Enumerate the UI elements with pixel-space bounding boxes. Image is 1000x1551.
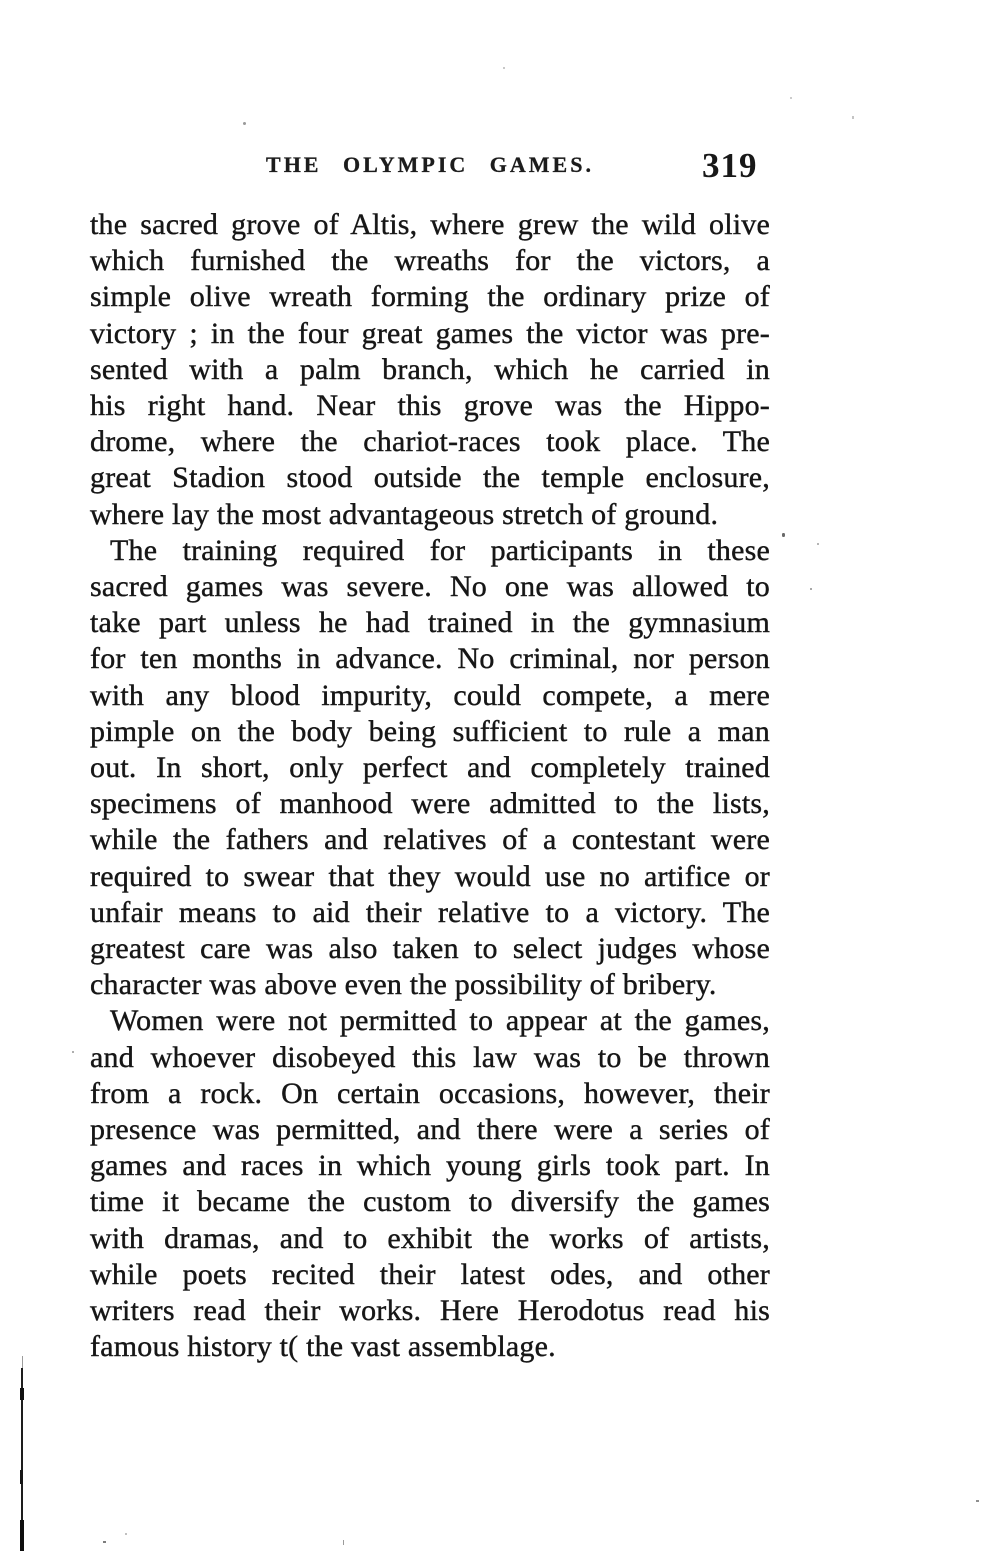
text-line: time it became the custom to diversify the games (90, 1185, 770, 1219)
text-line: take part unless he had trained in the gymnasium (90, 606, 770, 640)
text-line: out. In short, only perfect and completely trained (90, 751, 770, 785)
text-line: which furnished the wreaths for the victors, a (90, 244, 770, 278)
text-line: presence was permitted, and there were a series of (90, 1113, 770, 1147)
text-line: pimple on the body being sufficient to rule a man (90, 714, 770, 748)
text-line: games and races in which young girls took part. In (90, 1149, 770, 1183)
text-line: greatest care was also taken to select judges whose (90, 932, 770, 966)
text-line: while poets recited their latest odes, and other (90, 1257, 770, 1291)
gutter-line (21, 1368, 23, 1551)
text-line: the sacred grove of Altis, where grew the wild olive (90, 208, 770, 241)
gutter-line-blob (20, 1520, 24, 1551)
scan-speck (343, 1540, 344, 1545)
text-line: specimens of manhood were admitted to the lists, (90, 787, 770, 821)
text-line: for ten months in advance. No criminal, nor person (90, 642, 770, 676)
text-line: simple olive wreath forming the ordinary prize of (90, 280, 770, 314)
text-line: sacred games was severe. No one was allowed to (90, 570, 770, 604)
text-line: The training required for participants in these (110, 533, 770, 567)
text-line: where lay the most advantageous stretch of ground. (90, 497, 719, 531)
scan-speck (72, 1051, 74, 1053)
scan-speck (810, 588, 812, 590)
scan-speck (817, 543, 819, 545)
text-line: with any blood impurity, could compete, a mere (90, 678, 770, 712)
text-line: writers read their works. Here Herodotus read his (90, 1294, 770, 1328)
text-line: character was above even the possibility of bribery. (90, 968, 717, 1002)
text-line: required to swear that they would use no artifice or (90, 859, 770, 893)
gutter-line-faint-tip (22, 1356, 23, 1370)
running-header (0, 0, 1000, 200)
text-line: from a rock. On certain occasions, however, their (90, 1076, 770, 1110)
scan-speck (976, 1500, 979, 1502)
gutter-line-blob (20, 1388, 24, 1400)
text-line: drome, where the chariot-races took place. The (90, 425, 770, 459)
text-line: with dramas, and to exhibit the works of artists, (90, 1221, 770, 1255)
paragraph-1 (90, 207, 770, 533)
paragraph-2 (90, 533, 770, 1004)
scan-speck (103, 1541, 106, 1543)
text-line: Women were not permitted to appear at the games, (110, 1004, 770, 1038)
page-number: 319 (702, 146, 758, 185)
text-line: unfair means to aid their relative to a victory. The (90, 895, 770, 929)
text-block (90, 207, 770, 1366)
text-line: while the fathers and relatives of a contestant were (90, 823, 770, 857)
paragraph-3 (90, 1003, 770, 1365)
text-line: famous history t( the vast assemblage. (90, 1330, 556, 1364)
text-line: his right hand. Near this grove was the Hippo- (90, 389, 770, 423)
text-line: great Stadion stood outside the temple enclosure, (90, 461, 770, 495)
text-line: and whoever disobeyed this law was to be thrown (90, 1040, 770, 1074)
scan-speck (782, 533, 785, 537)
text-line: victory ; in the four great games the victor was pre- (90, 316, 770, 350)
text-line: sented with a palm branch, which he carried in (90, 352, 770, 386)
gutter-line-blob (20, 1470, 23, 1484)
scan-speck (125, 1533, 127, 1535)
page-title: THE OLYMPIC GAMES. (266, 152, 594, 177)
